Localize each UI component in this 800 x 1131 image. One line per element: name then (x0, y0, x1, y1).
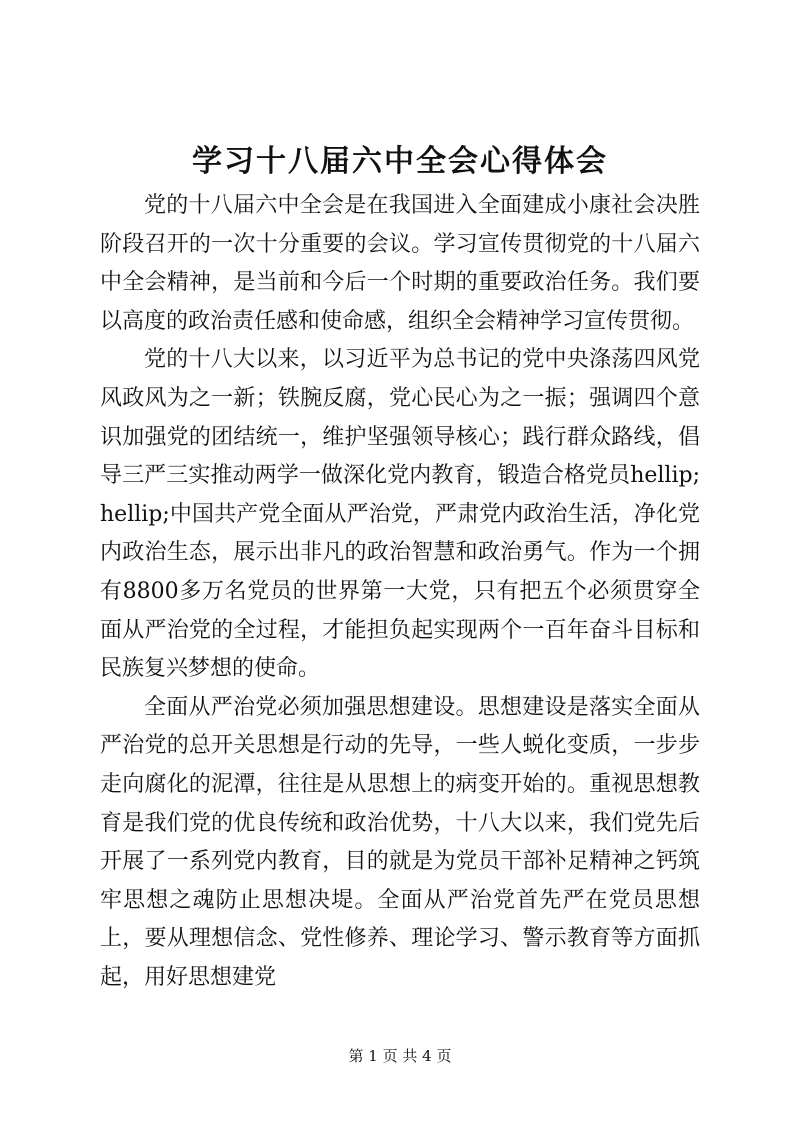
document-body (100, 187, 700, 997)
page-footer (0, 1046, 800, 1066)
paragraph-3: 全面从严治党必须加强思想建设。思想建设是落实全面从严治党的总开关思想是行动的先导，一些人蜕化变质，一步步走向腐化的泥潭，往往是从思想上的病变开始的。重视思想教育是我们党的优良传统和政治优势，十八大以来，我们党先后开展了一系列党内教育，目的就是为党员干部补足精神之钙筑牢思想之魂防止思想决堤。全面从严治党首先严在党员思想上，要从理想信念、党性修养、理论学习、警示教育等方面抓起，用好思想建党 (100, 694, 700, 990)
paragraph-2: 党的十八大以来，以习近平为总书记的党中央涤荡四风党风政风为之一新；铁腕反腐，党心民心为之一振；强调四个意识加强党的团结统一，维护坚强领导核心；践行群众路线，倡导三严三实推动两学一做深化党内教育，锻造合格党员hellip;hellip;中国共产党全面从严治党，严肃党内政治生活，净化党内政治生态，展示出非凡的政治智慧和政治勇气。作为一个拥有8800多万名党员的世界第一大党，只有把五个必须贯穿全面从严治党的全过程，才能担负起实现两个一百年奋斗目标和民族复兴梦想的使命。 (100, 347, 700, 682)
page-number: 第 1 页 共 4 页 (348, 1047, 452, 1065)
paragraph-1: 党的十八届六中全会是在我国进入全面建成小康社会决胜阶段召开的一次十分重要的会议。学习宣传贯彻党的十八届六中全会精神，是当前和今后一个时期的重要政治任务。我们要以高度的政治责任感和使命感，组织全会精神学习宣传贯彻。 (100, 193, 700, 334)
document-title: 学习十八届六中全会心得体会 (192, 144, 608, 179)
